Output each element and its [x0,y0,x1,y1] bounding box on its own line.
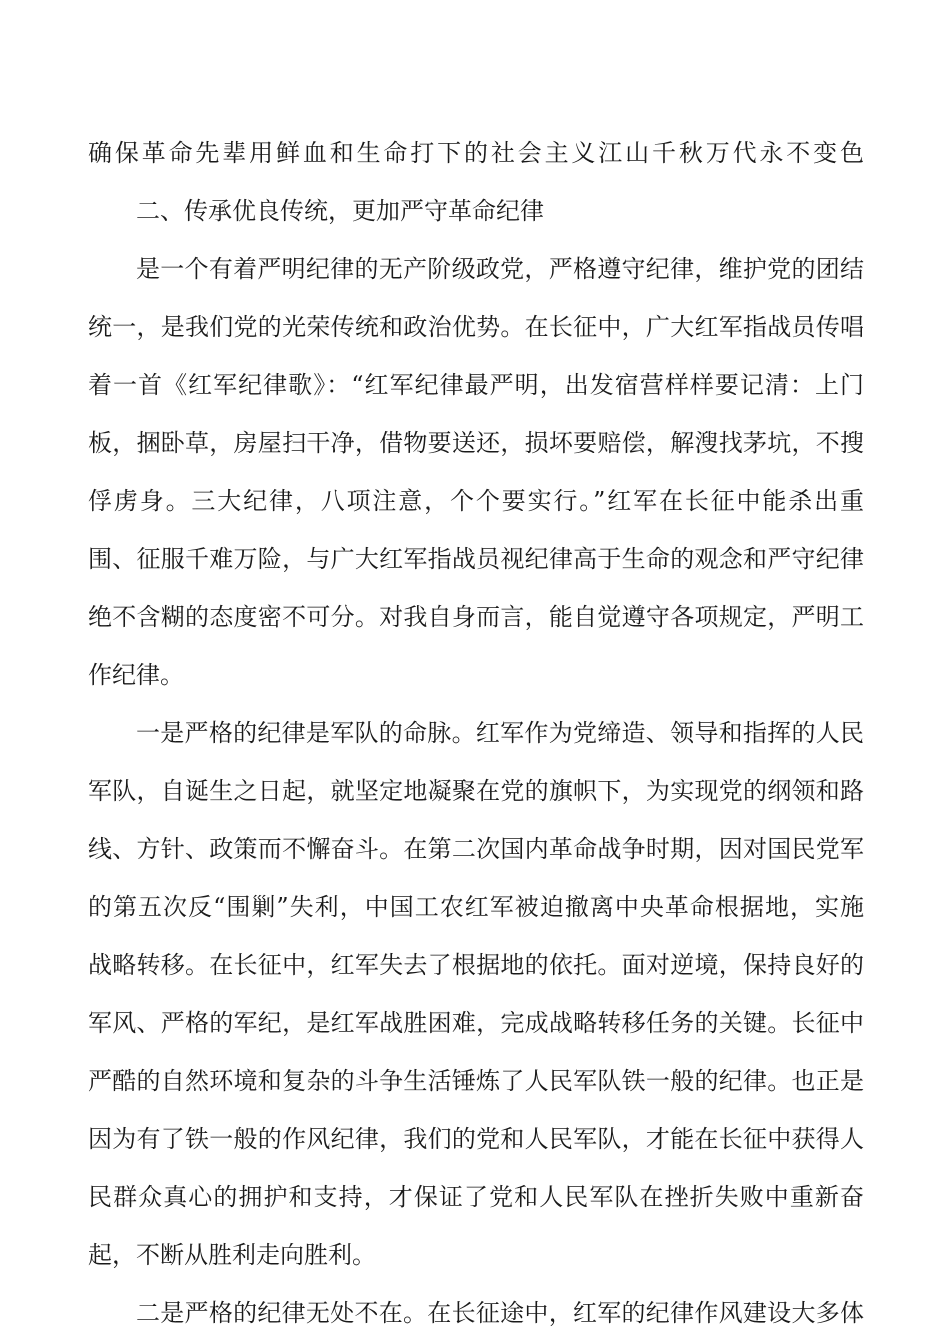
text-line: 线、方针、政策而不懈奋斗。在第二次国内革命战争时期，因对国民党军 [88,835,864,863]
text-line: 确保革命先辈用鲜血和生命打下的社会主义江山千秋万代永不变色 [88,139,864,167]
paragraph-discipline-everywhere [88,1292,864,1334]
section-heading: 二、传承优良传统，更加严守革命纪律 [136,197,544,225]
text-line: 因为有了铁一般的作风纪律，我们的党和人民军队，才能在长征中获得人 [88,1125,864,1153]
paragraph-army-lifeline [88,712,864,1276]
text-line: 严酷的自然环境和复杂的斗争生活锤炼了人民军队铁一般的纪律。也正是 [88,1067,864,1095]
text-line: 一是严格的纪律是军队的命脉。红军作为党缔造、领导和指挥的人民 [136,719,864,747]
text-line: 是一个有着严明纪律的无产阶级政党，严格遵守纪律，维护党的团结 [136,255,864,283]
text-line: 民群众真心的拥护和支持，才保证了党和人民军队在挫折失败中重新奋 [88,1183,864,1211]
text-line: 着一首《红军纪律歌》：“红军纪律最严明，出发宿营样样要记清：上门 [88,371,864,399]
text-line: 作纪律。 [88,661,184,689]
text-line: 战略转移。在长征中，红军失去了根据地的依托。面对逆境，保持良好的 [88,951,864,979]
text-line: 俘虏身。三大纪律，八项注意，个个要实行。”红军在长征中能杀出重 [88,487,864,515]
paragraph-discipline [88,248,864,696]
document-body [88,132,864,1334]
text-line: 的第五次反“围剿”失利，中国工农红军被迫撤离中央革命根据地，实施 [88,893,864,921]
text-line: 板，捆卧草，房屋扫干净，借物要送还，损坏要赔偿，解溲找茅坑，不搜 [88,429,864,457]
text-line: 围、征服千难万险，与广大红军指战员视纪律高于生命的观念和严守纪律 [88,545,864,573]
text-line: 军队，自诞生之日起，就坚定地凝聚在党的旗帜下，为实现党的纲领和路 [88,777,864,805]
text-line: 军风、严格的军纪，是红军战胜困难，完成战略转移任务的关键。长征中 [88,1009,864,1037]
text-line: 起，不断从胜利走向胜利。 [88,1241,376,1269]
text-line: 统一，是我们党的光荣传统和政治优势。在长征中，广大红军指战员传唱 [88,313,864,341]
text-line: 绝不含糊的态度密不可分。对我自身而言，能自觉遵守各项规定，严明工 [88,603,864,631]
text-line: 二是严格的纪律无处不在。在长征途中，红军的纪律作风建设大多体 [136,1299,864,1327]
